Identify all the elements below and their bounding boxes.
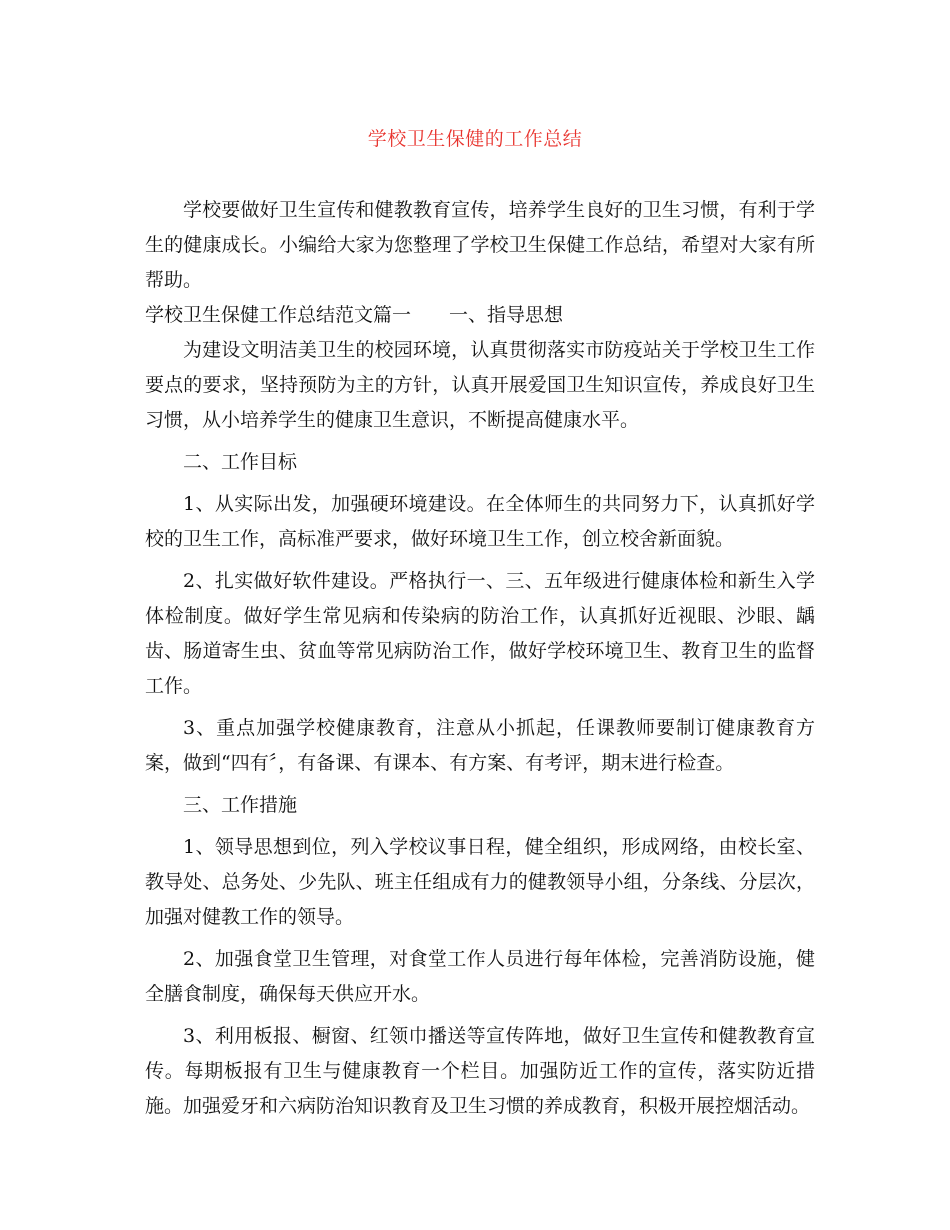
section3-item: 1、领导思想到位，列入学校议事日程，健全组织，形成网络，由校长室、教导处、总务处、少先队、班主任组成有力的健教领导小组，分条线、分层次，加强对健教工作的领导。 <box>145 836 815 928</box>
article-subtitle: 学校卫生保健工作总结范文篇一 <box>145 304 412 326</box>
document-title: 学校卫生保健的工作总结 <box>367 128 583 150</box>
document-body <box>145 193 815 1124</box>
section3-item: 2、加强食堂卫生管理，对食堂工作人员进行每年体检，完善消防设施，健全膳食制度，确保每天供应开水。 <box>145 948 815 1005</box>
intro-paragraph: 学校要做好卫生宣传和健教教育宣传，培养学生良好的卫生习惯，有利于学生的健康成长。小编给大家为您整理了学校卫生保健工作总结，希望对大家有所帮助。 <box>145 199 815 291</box>
section1-paragraph: 为建设文明洁美卫生的校园环境，认真贯彻落实市防疫站关于学校卫生工作要点的要求，坚持预防为主的方针，认真开展爱国卫生知识宣传，养成良好卫生习惯，从小培养学生的健康卫生意识，不断提高健康水平。 <box>145 339 815 431</box>
section-heading-guiding-thought: 一、指导思想 <box>449 304 564 326</box>
section-heading-work-measures: 三、工作措施 <box>183 794 298 816</box>
section-heading-work-goals: 二、工作目标 <box>183 451 298 473</box>
section3-item: 3、利用板报、橱窗、红领巾播送等宣传阵地，做好卫生宣传和健教教育宣传。每期板报有卫生与健康教育一个栏目。加强防近工作的宣传，落实防近措施。加强爱牙和六病防治知识教育及卫生习惯的养成教育，积极开展控烟活动。 <box>145 1025 815 1117</box>
section2-item: 1、从实际出发，加强硬环境建设。在全体师生的共同努力下，认真抓好学校的卫生工作，高标准严要求，做好环境卫生工作，创立校舍新面貌。 <box>145 493 815 550</box>
section2-item: 2、扎实做好软件建设。严格执行一、三、五年级进行健康体检和新生入学体检制度。做好学生常见病和传染病的防治工作，认真抓好近视眼、沙眼、龋齿、肠道寄生虫、贫血等常见病防治工作，做好学校环境卫生、教育卫生的监督工作。 <box>145 570 815 697</box>
subtitle-row <box>145 298 815 333</box>
section2-item: 3、重点加强学校健康教育，注意从小抓起，任课教师要制订健康教育方案，做到“四有〞，有备课、有课本、有方案、有考评，期末进行检查。 <box>145 717 815 774</box>
